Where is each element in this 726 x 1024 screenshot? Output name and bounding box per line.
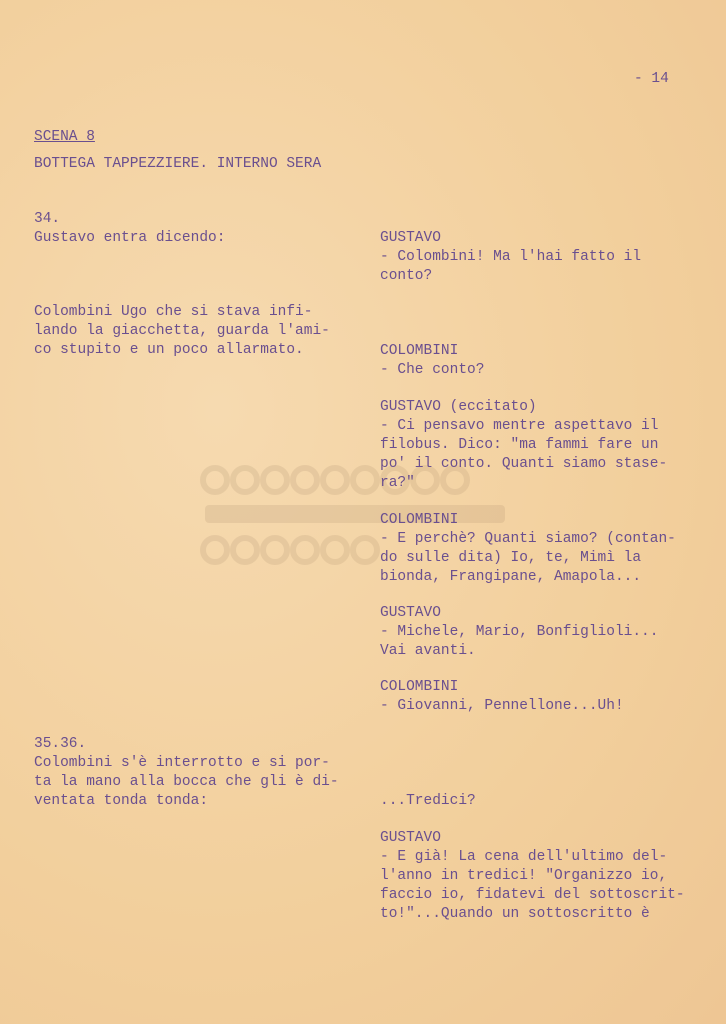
shot-35-36-action: Colombini s'è interrotto e si por- ta la mano alla bocca che gli è di- ventata tonda tonda: <box>34 755 339 809</box>
dialogue-line-8: - E già! La cena dell'ultimo del- l'anno in tredici! "Organizzo io, faccio io, fidatevi del sottoscrit- to!"...Quando un sottoscritto è <box>380 849 685 922</box>
shot-number-35-36: 35.36. <box>34 736 87 752</box>
speaker-gustavo-1: GUSTAVO <box>380 230 441 246</box>
speaker-gustavo-4: GUSTAVO <box>380 830 441 846</box>
page-number: - 14 <box>634 71 669 87</box>
speaker-gustavo-2: GUSTAVO (eccitato) <box>380 399 537 415</box>
dialogue-line-3: - Ci pensavo mentre aspettavo il filobus. Dico: "ma fammi fare un po' il conto. Quanti siamo stase- ra?" <box>380 418 668 491</box>
dialogue-line-1: - Colombini! Ma l'hai fatto il conto? <box>380 249 642 284</box>
colombini-action: Colombini Ugo che si stava infi- lando la giacchetta, guarda l'ami- co stupito e un poco allarmato. <box>34 304 330 358</box>
scene-location: BOTTEGA TAPPEZZIERE. INTERNO SERA <box>34 156 322 172</box>
scene-heading: SCENA 8 <box>34 129 95 145</box>
speaker-colombini-2: COLOMBINI <box>380 512 459 528</box>
dialogue-line-6: - Giovanni, Pennellone...Uh! <box>380 698 624 714</box>
speaker-gustavo-3: GUSTAVO <box>380 605 441 621</box>
speaker-colombini-3: COLOMBINI <box>380 679 459 695</box>
shot-number-34: 34. <box>34 211 61 227</box>
dialogue-line-2: - Che conto? <box>380 362 485 378</box>
speaker-colombini-1: COLOMBINI <box>380 343 459 359</box>
dialogue-line-7: ...Tredici? <box>380 793 476 809</box>
dialogue-line-5: - Michele, Mario, Bonfiglioli... Vai avanti. <box>380 624 659 659</box>
shot-34-action: Gustavo entra dicendo: <box>34 230 226 246</box>
dialogue-line-4: - E perchè? Quanti siamo? (contan- do sulle dita) Io, te, Mimì la bionda, Frangipane, Amapola... <box>380 531 676 585</box>
